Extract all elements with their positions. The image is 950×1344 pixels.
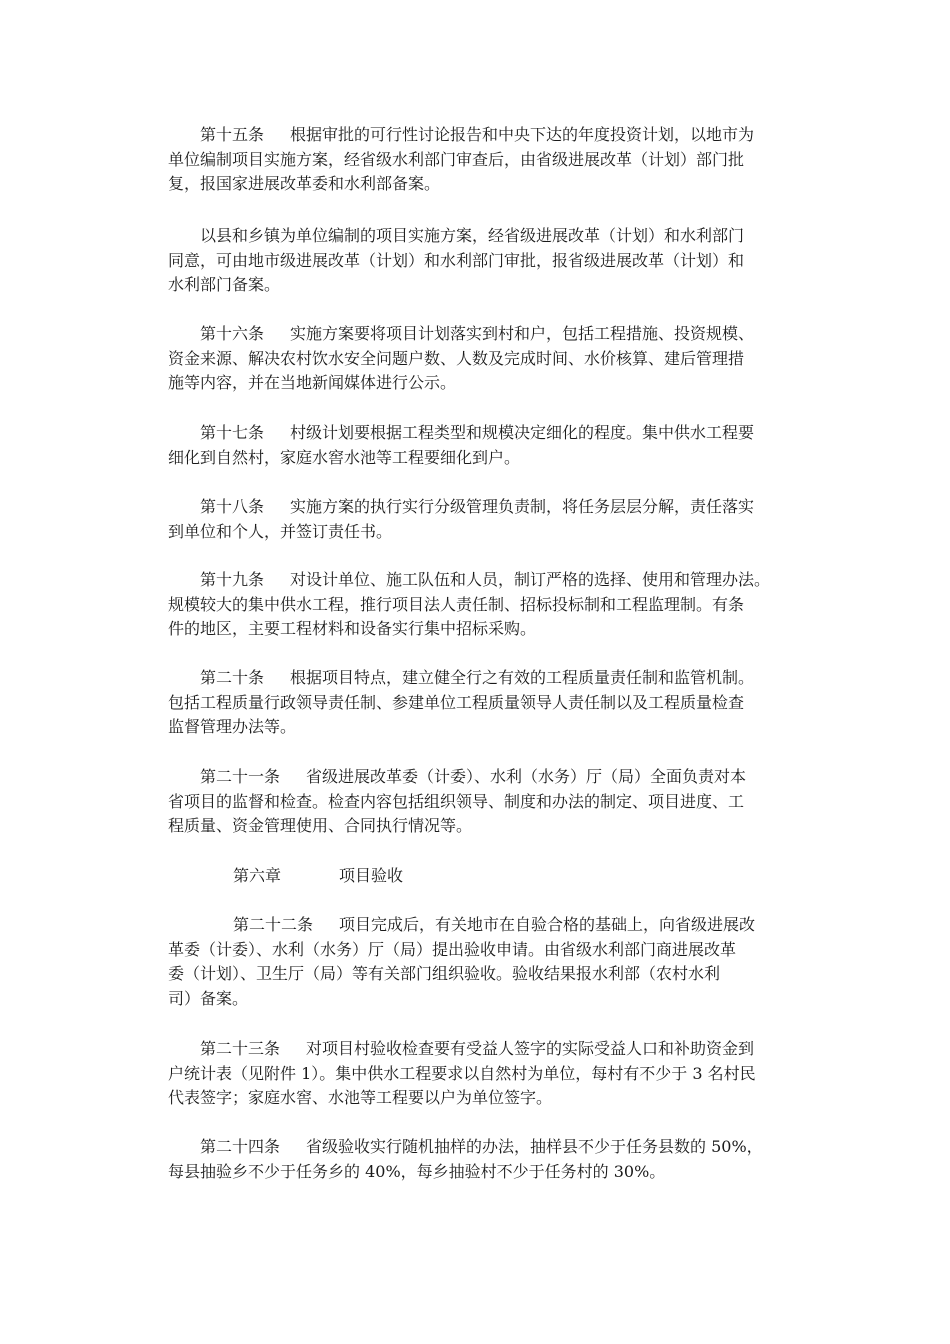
chapter-heading <box>168 864 788 889</box>
article-19 <box>168 568 788 642</box>
article-number: 第十八条 <box>200 497 265 516</box>
article-15 <box>168 123 788 197</box>
article-text-line: 省级验收实行随机抽样的办法，抽样县不少于任务县数的 50%， <box>306 1137 763 1156</box>
article-21 <box>168 765 788 839</box>
article-text-line: 革委（计委）、水利（水务）厅（局）提出验收申请。由省级水利部门商进展改革 <box>168 939 737 959</box>
article-text-line: 件的地区，主要工程材料和设备实行集中招标采购。 <box>168 619 537 638</box>
article-number: 第十九条 <box>200 570 265 589</box>
article-number: 第二十三条 <box>200 1039 281 1058</box>
article-number: 第十六条 <box>200 324 265 343</box>
article-text-line: 省级进展改革委（计委）、水利（水务）厅（局）全面负责对本 <box>306 767 747 786</box>
article-text-line: 户统计表（见附件 1）。集中供水工程要求以自然村为单位，每村有不少于 3 名村民 <box>168 1063 756 1083</box>
article-number: 第二十四条 <box>200 1137 281 1156</box>
article-number: 第十七条 <box>200 423 265 442</box>
article-text-line: 实施方案要将项目计划落实到村和户，包括工程措施、投资规模、 <box>290 324 755 343</box>
article-number: 第十五条 <box>200 125 265 144</box>
article-text-line: 以县和乡镇为单位编制的项目实施方案，经省级进展改革（计划）和水利部门 <box>200 226 745 245</box>
article-24 <box>168 1135 788 1184</box>
article-text-line: 根据项目特点，建立健全行之有效的工程质量责任制和监管机制。 <box>290 668 755 687</box>
article-22 <box>168 913 788 1011</box>
article-text-line: 规模较大的集中供水工程，推行项目法人责任制、招标投标制和工程监理制。有条 <box>168 594 745 614</box>
article-text-line: 委（计划）、卫生厅（局）等有关部门组织验收。验收结果报水利部（农村水利 <box>168 964 721 983</box>
article-text-line: 根据审批的可行性讨论报告和中央下达的年度投资计划，以地市为 <box>290 125 755 144</box>
article-text-line: 水利部门备案。 <box>168 275 281 294</box>
article-text-line: 每县抽验乡不少于任务乡的 40%，每乡抽验村不少于任务村的 30%。 <box>168 1161 666 1181</box>
article-text-line: 单位编制项目实施方案，经省级水利部门审查后，由省级进展改革（计划）部门批 <box>168 149 745 169</box>
article-text-line: 对设计单位、施工队伍和人员，制订严格的选择、使用和管理办法。 <box>290 570 771 589</box>
article-number: 第二十一条 <box>200 767 281 786</box>
article-23 <box>168 1037 788 1111</box>
article-text-line: 同意，可由地市级进展改革（计划）和水利部门审批，报省级进展改革（计划）和 <box>168 250 745 270</box>
article-text-line: 省项目的监督和检查。检查内容包括组织领导、制度和办法的制定、项目进度、工 <box>168 791 745 811</box>
article-20 <box>168 666 788 740</box>
article-15-continuation <box>168 224 788 298</box>
article-16 <box>168 322 788 396</box>
article-text-line: 资金来源、解决农村饮水安全问题户数、人数及完成时间、水价核算、建后管理措 <box>168 348 745 368</box>
article-text-line: 包括工程质量行政领导责任制、参建单位工程质量领导人责任制以及工程质量检查 <box>168 692 745 712</box>
article-number: 第二十条 <box>200 668 265 687</box>
article-text-line: 监督管理办法等。 <box>168 717 297 736</box>
article-text-line: 程质量、资金管理使用、合同执行情况等。 <box>168 816 473 835</box>
article-text-line: 司）备案。 <box>168 988 249 1008</box>
article-text-line: 复，报国家进展改革委和水利部备案。 <box>168 174 441 193</box>
article-text-line: 实施方案的执行实行分级管理负责制，将任务层层分解，责任落实 <box>290 497 755 516</box>
article-18 <box>168 495 788 544</box>
chapter-number: 第六章 <box>233 866 282 885</box>
article-text-line: 村级计划要根据工程类型和规模决定细化的程度。集中供水工程要 <box>290 423 755 442</box>
chapter-title: 项目验收 <box>339 866 404 885</box>
article-number: 第二十二条 <box>233 915 314 934</box>
article-text-line: 施等内容，并在当地新闻媒体进行公示。 <box>168 373 457 392</box>
article-17 <box>168 421 788 470</box>
article-text-line: 项目完成后，有关地市在自验合格的基础上，向省级进展改 <box>339 915 756 934</box>
article-text-line: 代表签字；家庭水窖、水池等工程要以户为单位签字。 <box>168 1088 553 1107</box>
article-text-line: 对项目村验收检查要有受益人签字的实际受益人口和补助资金到 <box>306 1039 755 1058</box>
article-text-line: 到单位和个人，并签订责任书。 <box>168 521 393 541</box>
article-text-line: 细化到自然村，家庭水窖水池等工程要细化到户。 <box>168 447 521 467</box>
